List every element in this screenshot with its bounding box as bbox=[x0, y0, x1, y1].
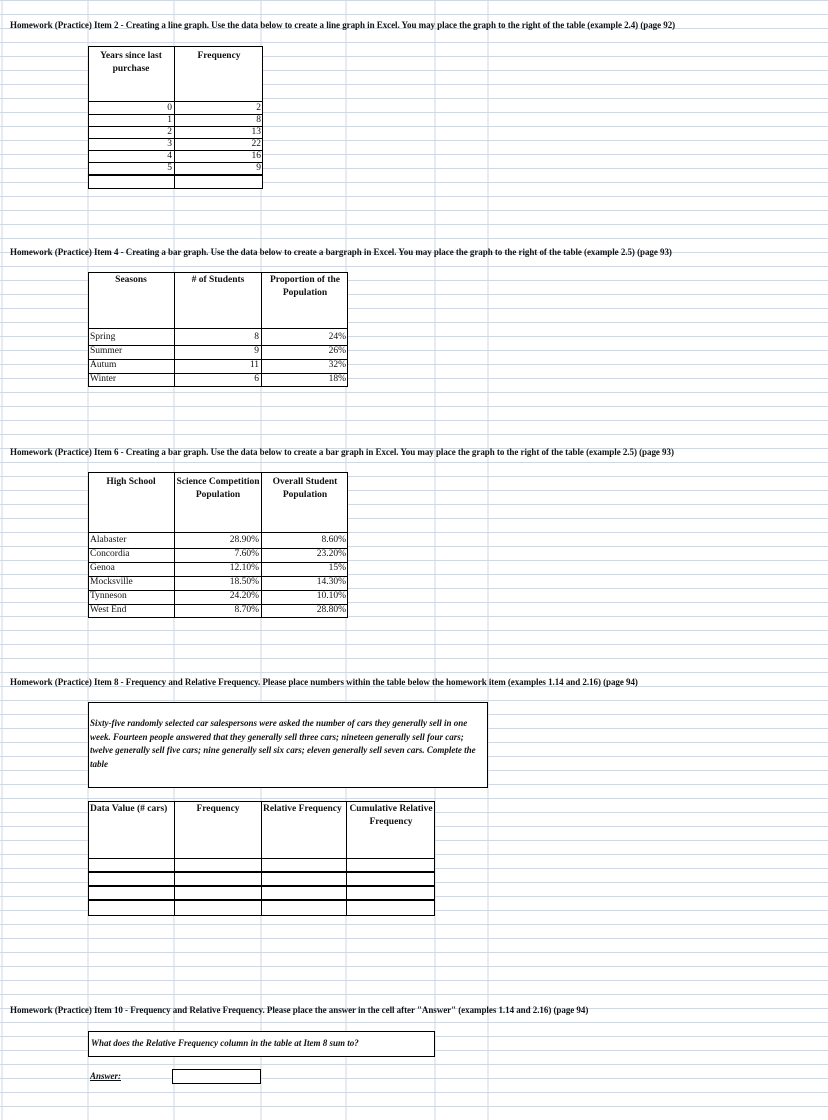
item6-cell-school: Genoa bbox=[90, 563, 115, 573]
item2-col-frequency: Frequency bbox=[197, 51, 241, 61]
item10-answer-cell[interactable] bbox=[172, 1069, 261, 1084]
item6-cell-overall: 10.10% bbox=[316, 591, 346, 601]
item8-input-cell[interactable] bbox=[175, 873, 261, 885]
item2-col-years: Years since last purchase bbox=[100, 51, 162, 74]
item4-col-students: # of Students bbox=[191, 275, 245, 285]
item8-input-cell[interactable] bbox=[347, 887, 435, 899]
item6-cell-school: West End bbox=[90, 605, 127, 615]
item2-cell-frequency: 8 bbox=[256, 115, 261, 125]
item6-cell-school: Mocksville bbox=[90, 577, 133, 587]
item6-cell-overall: 8.60% bbox=[321, 535, 346, 545]
item8-input-cell[interactable] bbox=[88, 901, 174, 913]
item4-cell-proportion: 24% bbox=[328, 332, 346, 342]
item2-cell-frequency: 13 bbox=[251, 127, 261, 137]
item2-cell-years: 5 bbox=[167, 163, 172, 173]
item2-cell-years: 4 bbox=[167, 151, 172, 161]
item6-cell-school: Concordia bbox=[90, 549, 130, 559]
item6-cell-overall: 23.20% bbox=[316, 549, 346, 559]
item4-cell-season: Spring bbox=[90, 332, 116, 342]
item2-cell-frequency: 22 bbox=[251, 139, 261, 149]
item6-cell-overall: 28.80% bbox=[316, 605, 346, 615]
item2-cell-frequency: 16 bbox=[251, 151, 261, 161]
item8-prompt: Sixty-five randomly selected car salespersons were asked the number of cars they generally sell in one week. Fourteen people answered that they generally sell three cars; nineteen generally sell four cars; twelve generally sell five cars; nine generally sell six cars; eleven generally sell seven cars. Complete the table bbox=[90, 718, 476, 769]
item6-cell-science: 28.90% bbox=[229, 535, 259, 545]
item4-cell-proportion: 26% bbox=[328, 346, 346, 356]
item8-input-cell[interactable] bbox=[347, 859, 435, 871]
item2-cell-frequency: 9 bbox=[256, 163, 261, 173]
item6-heading: Homework (Practice) Item 6 - Creating a bar graph. Use the data below to create a bar graph in Excel. You may place the graph to the right of the table (example 2.5) (page 93) bbox=[10, 447, 674, 457]
item2-heading: Homework (Practice) Item 2 - Creating a line graph. Use the data below to create a line graph in Excel. You may place the graph to the right of the table (example 2.4) (page 92) bbox=[10, 20, 676, 30]
item2-cell-years: 2 bbox=[167, 127, 172, 137]
item10-answer-label: Answer: bbox=[90, 1071, 122, 1081]
item4-heading: Homework (Practice) Item 4 - Creating a bar graph. Use the data below to create a bargraph in Excel. You may place the graph to the right of the table (example 2.5) (page 93) bbox=[10, 247, 672, 257]
item6-cell-science: 24.20% bbox=[229, 591, 259, 601]
item8-col-frequency: Frequency bbox=[196, 804, 240, 814]
item8-input-cell[interactable] bbox=[88, 887, 174, 899]
item6-cell-school: Alabaster bbox=[90, 535, 127, 545]
item6-cell-science: 18.50% bbox=[229, 577, 259, 587]
item6-col-science: Science Competition Population bbox=[176, 477, 260, 500]
item2-cell-frequency: 2 bbox=[256, 103, 261, 113]
item8-input-cell[interactable] bbox=[262, 887, 346, 899]
item6-cell-science: 7.60% bbox=[234, 549, 259, 559]
item8-input-cell[interactable] bbox=[347, 901, 435, 913]
item6-cell-overall: 15% bbox=[328, 563, 346, 573]
item6-cell-science: 12.10% bbox=[229, 563, 259, 573]
item4-cell-season: Winter bbox=[90, 374, 116, 384]
item4-cell-proportion: 18% bbox=[328, 374, 346, 384]
item8-input-cell[interactable] bbox=[262, 859, 346, 871]
item10-question: What does the Relative Frequency column in the table at Item 8 sum to? bbox=[91, 1038, 359, 1048]
item6-cell-overall: 14.30% bbox=[316, 577, 346, 587]
item8-col-data-value: Data Value (# cars) bbox=[90, 804, 168, 814]
item8-input-cell[interactable] bbox=[175, 887, 261, 899]
item8-input-cell[interactable] bbox=[262, 873, 346, 885]
item10-heading: Homework (Practice) Item 10 - Frequency and Relative Frequency. Please place the answer in the cell after "Answer" (examples 1.14 and 2.16) (page 94) bbox=[10, 1005, 589, 1015]
item8-input-cell[interactable] bbox=[175, 901, 261, 913]
item8-input-cell[interactable] bbox=[175, 859, 261, 871]
item2-cell-years: 3 bbox=[167, 139, 172, 149]
item8-input-cell[interactable] bbox=[262, 901, 346, 913]
item4-col-proportion: Proportion of the Population bbox=[269, 275, 340, 298]
item4-col-seasons: Seasons bbox=[115, 275, 147, 285]
item8-input-cell[interactable] bbox=[88, 859, 174, 871]
item6-cell-science: 8.70% bbox=[234, 605, 259, 615]
item4-cell-season: Summer bbox=[90, 346, 123, 356]
item8-col-cumulative: Cumulative Relative Frequency bbox=[349, 804, 433, 827]
item6-col-overall: Overall Student Population bbox=[272, 477, 338, 500]
item4-cell-students: 8 bbox=[254, 332, 259, 342]
item4-cell-proportion: 32% bbox=[328, 360, 346, 370]
item8-input-cell[interactable] bbox=[347, 873, 435, 885]
item6-cell-school: Tynneson bbox=[90, 591, 127, 601]
item2-cell-years: 1 bbox=[167, 115, 172, 125]
item8-input-cell[interactable] bbox=[88, 873, 174, 885]
item4-cell-season: Autum bbox=[90, 360, 117, 370]
item4-cell-students: 6 bbox=[254, 374, 259, 384]
item4-cell-students: 11 bbox=[249, 360, 259, 370]
item8-heading: Homework (Practice) Item 8 - Frequency and Relative Frequency. Please place numbers within the table below the homework item (examples 1.14 and 2.16) (page 94) bbox=[10, 677, 638, 687]
item4-cell-students: 9 bbox=[254, 346, 259, 356]
item8-col-relative: Relative Frequency bbox=[263, 804, 342, 814]
item2-cell-years: 0 bbox=[167, 103, 172, 113]
item6-col-school: High School bbox=[106, 477, 156, 487]
